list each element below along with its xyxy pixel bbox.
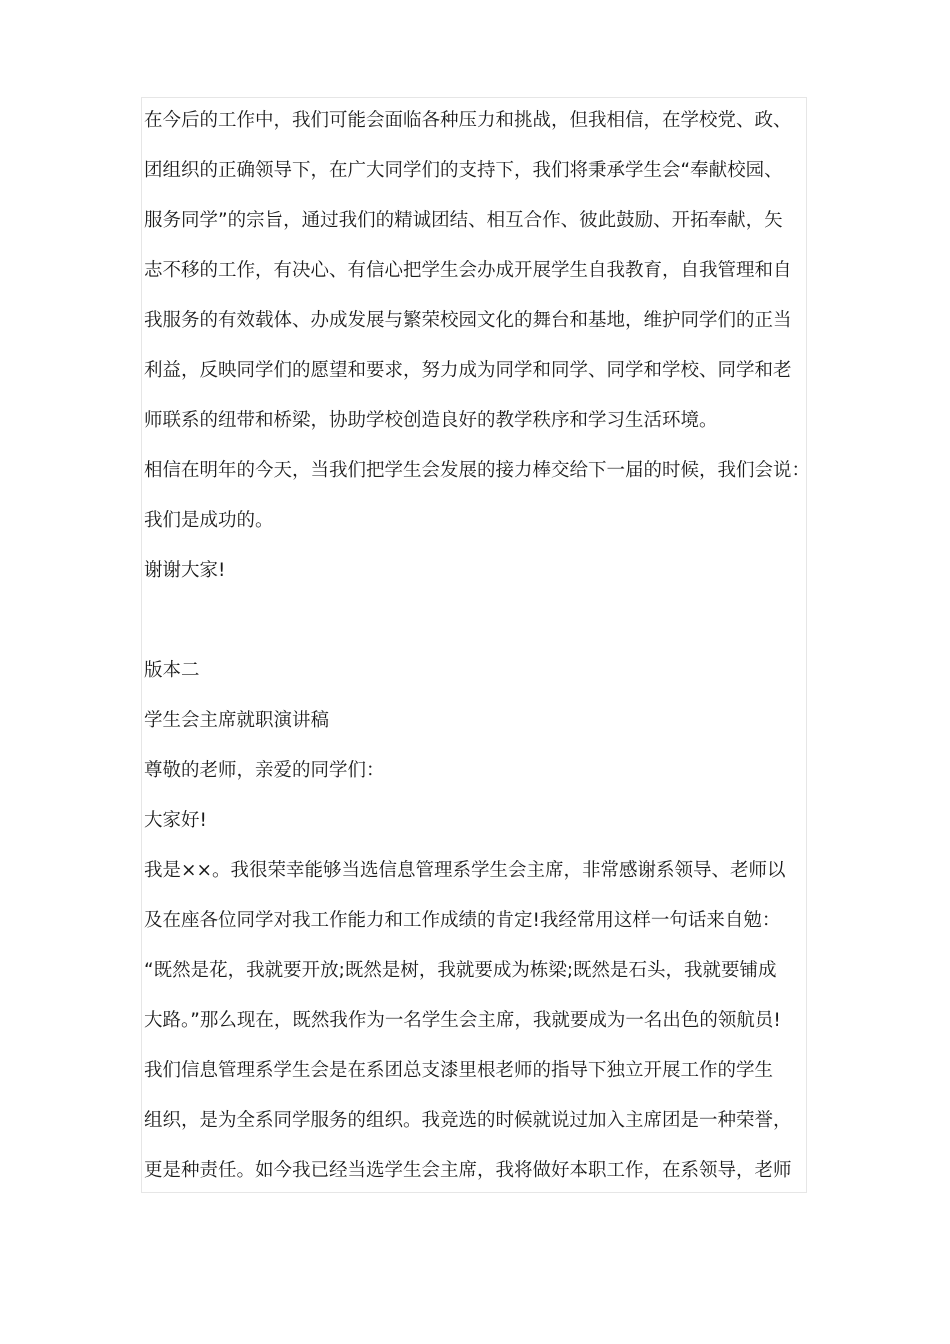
text-line: 组织，是为全系同学服务的组织。我竞选的时候就说过加入主席团是一种荣誉， <box>144 1110 792 1131</box>
text-line: 利益，反映同学们的愿望和要求，努力成为同学和同学、同学和学校、同学和老 <box>144 360 792 381</box>
paragraph-2 <box>144 446 816 546</box>
paragraph-4 <box>144 1046 816 1196</box>
text-line: “既然是花，我就要开放;既然是树，我就要成为栋梁;既然是石头，我就要铺成 <box>144 960 777 981</box>
text-line: 在今后的工作中，我们可能会面临各种压力和挑战，但我相信，在学校党、政、 <box>144 110 792 131</box>
text-line: 更是种责任。如今我已经当选学生会主席，我将做好本职工作，在系领导，老师 <box>144 1160 792 1181</box>
speech-title: 学生会主席就职演讲稿 <box>144 710 330 731</box>
paragraph-3 <box>144 846 816 1046</box>
text-line: 我们是成功的。 <box>144 510 274 531</box>
salutation: 尊敬的老师，亲爱的同学们： <box>144 760 385 781</box>
text-line: 相信在明年的今天，当我们把学生会发展的接力棒交给下一届的时候，我们会说： <box>144 460 811 481</box>
version-label: 版本二 <box>144 660 200 681</box>
text-line: 及在座各位同学对我工作能力和工作成绩的肯定!我经常用这样一句话来自勉： <box>144 910 781 931</box>
text-line: 我是××。我很荣幸能够当选信息管理系学生会主席，非常感谢系领导、老师以 <box>144 860 786 881</box>
blank-line <box>144 596 816 646</box>
closing-line: 谢谢大家! <box>144 560 226 581</box>
text-line: 服务同学”的宗旨，通过我们的精诚团结、相互合作、彼此鼓励、开拓奉献，矢 <box>144 210 783 231</box>
text-line: 大路。”那么现在，既然我作为一名学生会主席，我就要成为一名出色的领航员! <box>144 1010 781 1031</box>
text-line: 志不移的工作，有决心、有信心把学生会办成开展学生自我教育，自我管理和自 <box>144 260 792 281</box>
text-line: 我们信息管理系学生会是在系团总支漆里根老师的指导下独立开展工作的学生 <box>144 1060 774 1081</box>
text-line: 我服务的有效载体、办成发展与繁荣校园文化的舞台和基地，维护同学们的正当 <box>144 310 792 331</box>
text-line: 团组织的正确领导下，在广大同学们的支持下，我们将秉承学生会“奉献校园、 <box>144 160 783 181</box>
text-line: 师联系的纽带和桥梁，协助学校创造良好的教学秩序和学习生活环境。 <box>144 410 718 431</box>
document-body <box>144 96 816 1196</box>
paragraph-1 <box>144 96 816 446</box>
greeting: 大家好! <box>144 810 207 831</box>
